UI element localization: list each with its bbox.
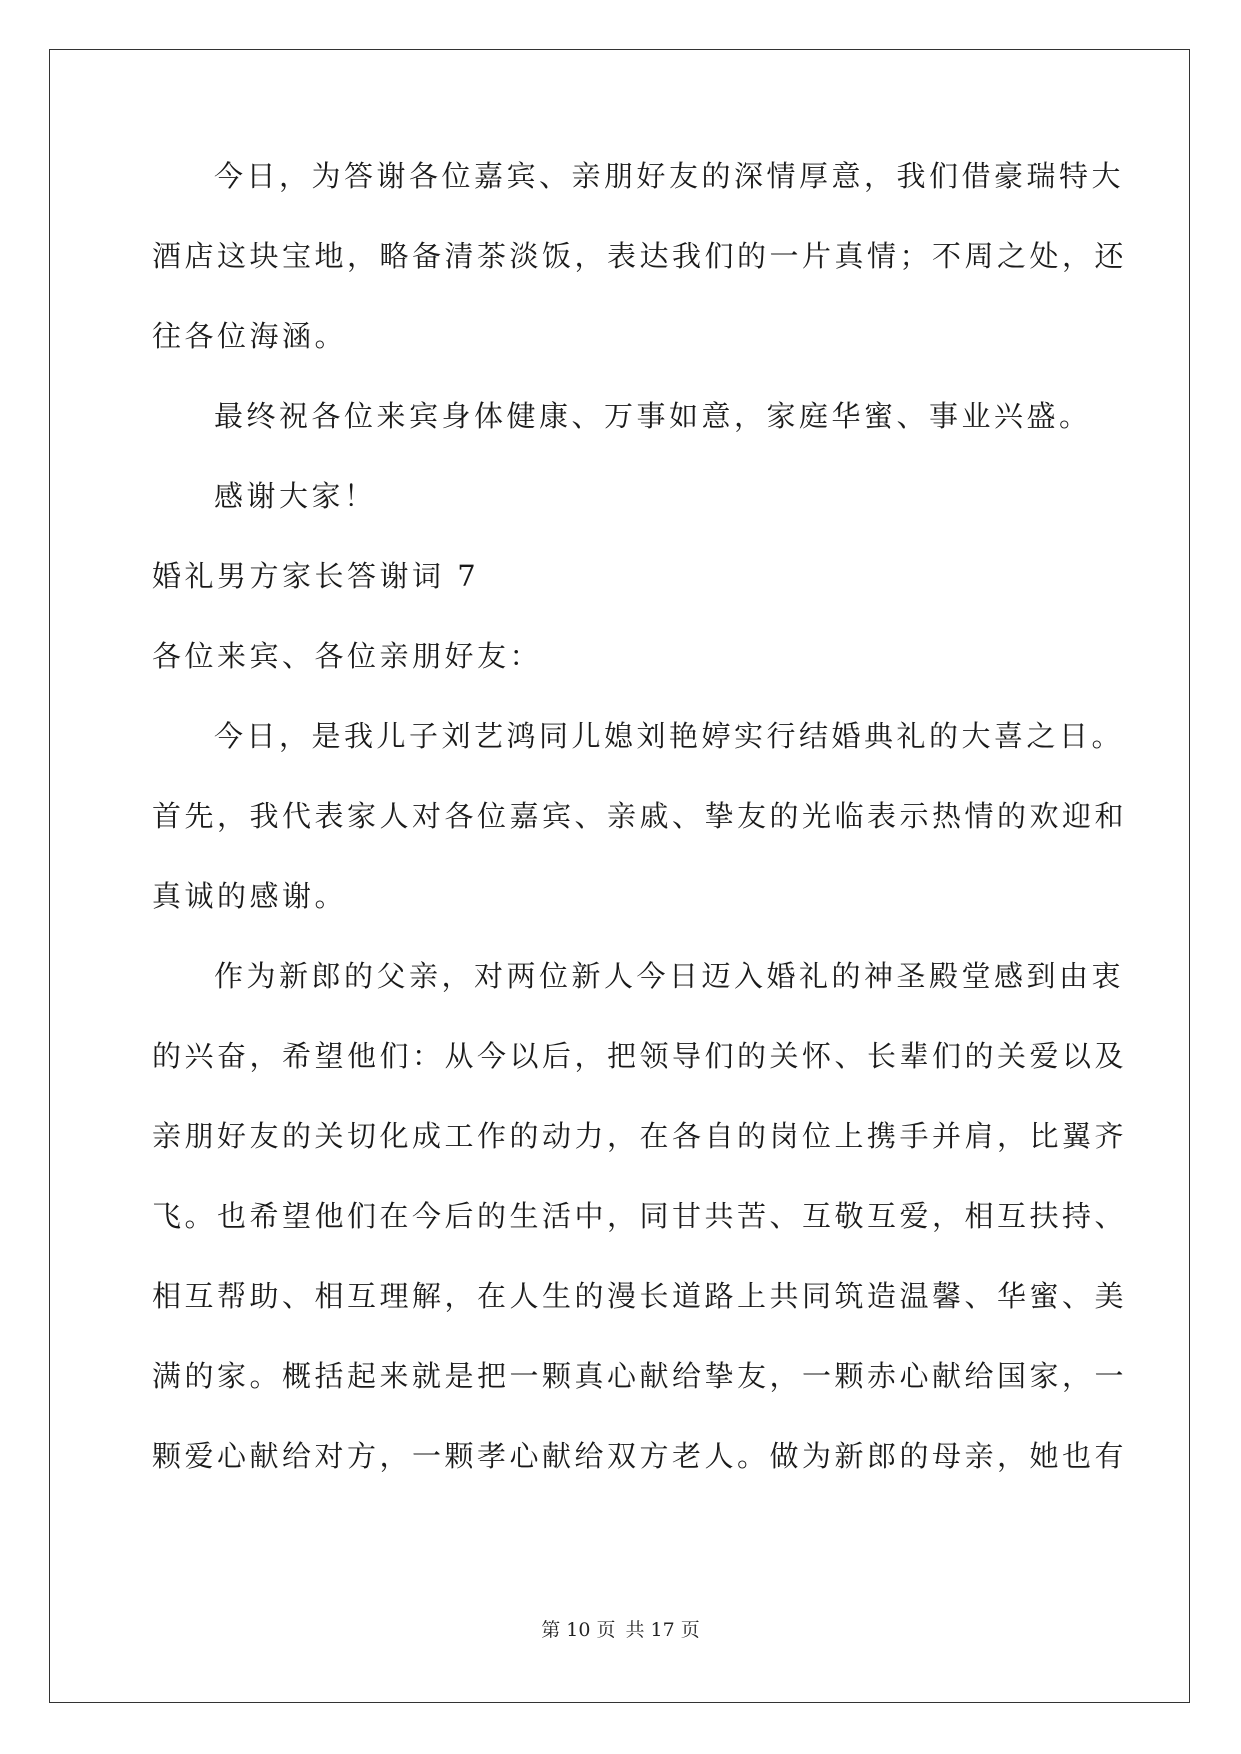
text-line: 亲朋好友的关切化成工作的动力，在各自的岗位上携手并肩，比翼齐 <box>152 1119 1128 1153</box>
text-line: 往各位海涵。 <box>152 319 348 353</box>
text-line: 作为新郎的父亲，对两位新人今日迈入婚礼的神圣殿堂感到由衷 <box>214 959 1125 993</box>
text-line: 首先，我代表家人对各位嘉宾、亲戚、挚友的光临表示热情的欢迎和 <box>152 799 1128 833</box>
text-line: 飞。也希望他们在今后的生活中，同甘共苦、互敬互爱，相互扶持、 <box>152 1199 1128 1233</box>
text-line: 感谢大家！ <box>214 479 377 513</box>
text-line: 今日，是我儿子刘艺鸿同儿媳刘艳婷实行结婚典礼的大喜之日。 <box>214 719 1125 753</box>
text-line: 颗爱心献给对方，一颗孝心献给双方老人。做为新郎的母亲，她也有 <box>152 1439 1128 1473</box>
text-line: 相互帮助、相互理解，在人生的漫长道路上共同筑造温馨、华蜜、美 <box>152 1279 1128 1313</box>
section-heading: 婚礼男方家长答谢词 7 <box>152 559 480 593</box>
salutation: 各位来宾、各位亲朋好友： <box>152 639 543 673</box>
document-body <box>152 157 1128 1517</box>
text-line: 真诚的感谢。 <box>152 879 348 913</box>
page-footer <box>0 1618 1241 1642</box>
page-number: 第 10 页 <box>541 1619 616 1641</box>
text-line: 最终祝各位来宾身体健康、万事如意，家庭华蜜、事业兴盛。 <box>214 399 1092 433</box>
text-line: 今日，为答谢各位嘉宾、亲朋好友的深情厚意，我们借豪瑞特大 <box>214 159 1125 193</box>
text-line: 满的家。概括起来就是把一颗真心献给挚友，一颗赤心献给国家，一 <box>152 1359 1128 1393</box>
page-total: 共 17 页 <box>625 1619 700 1641</box>
text-line: 酒店这块宝地，略备清茶淡饭，表达我们的一片真情；不周之处，还 <box>152 239 1128 273</box>
text-line: 的兴奋，希望他们：从今以后，把领导们的关怀、长辈们的关爱以及 <box>152 1039 1128 1073</box>
